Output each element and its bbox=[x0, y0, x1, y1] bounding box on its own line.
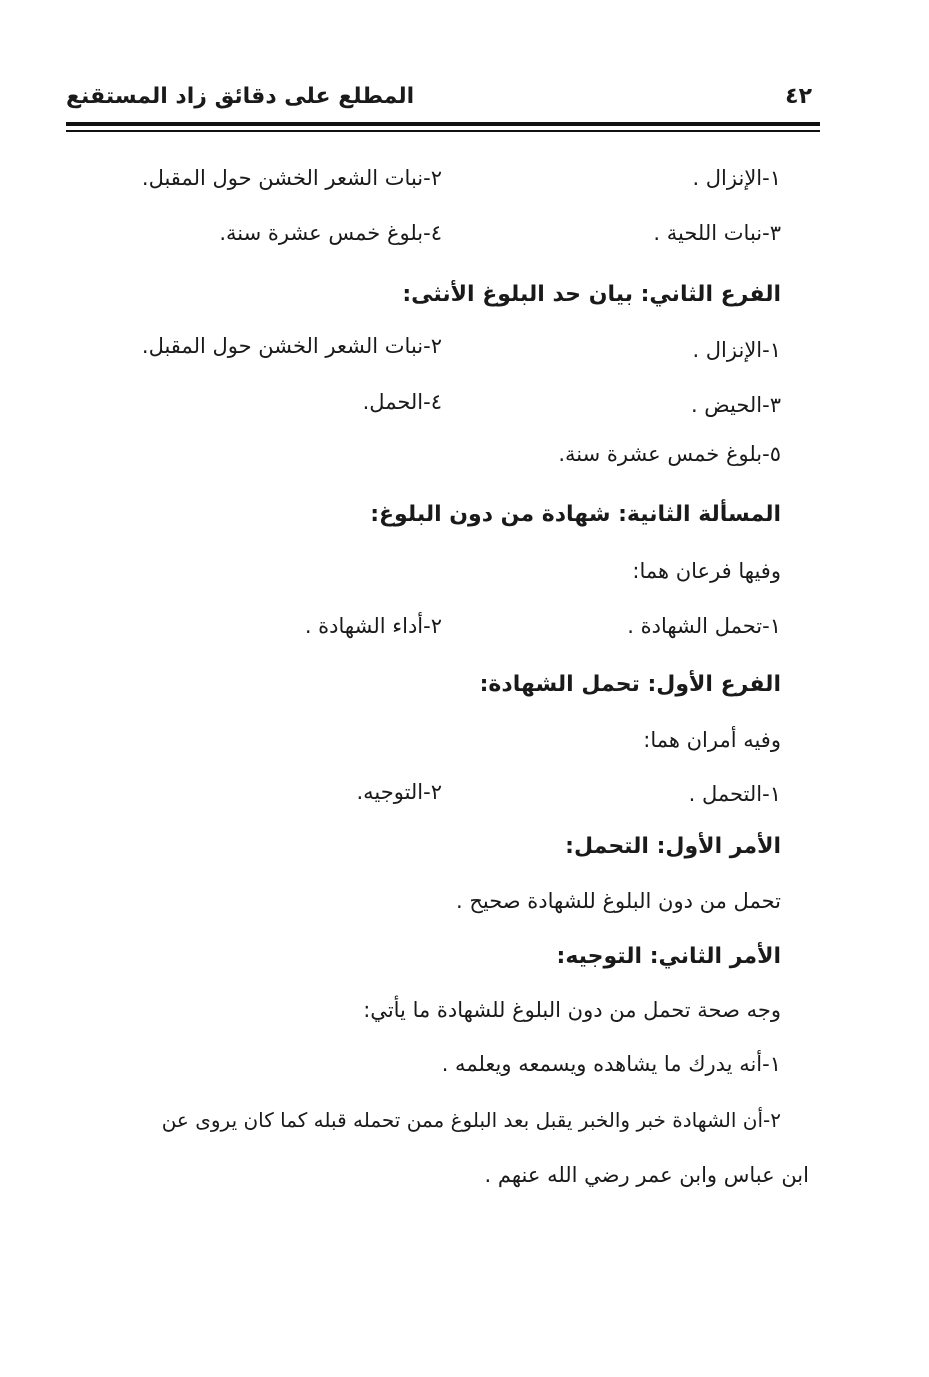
list-item: ١-تحمل الشهادة . bbox=[627, 614, 781, 638]
list-item: ٥-بلوغ خمس عشرة سنة. bbox=[558, 442, 781, 466]
list-item: ٢-أن الشهادة خبر والخبر يقبل بعد البلوغ ممن تحمله قبله كما كان يروى عن bbox=[161, 1108, 781, 1132]
page-number: ٤٢ bbox=[785, 84, 812, 109]
list-item: ٣-نبات اللحية . bbox=[653, 221, 781, 245]
header-rule-thin bbox=[66, 130, 820, 132]
list-item: ٢-نبات الشعر الخشن حول المقبل. bbox=[141, 166, 442, 190]
paragraph: وجه صحة تحمل من دون البلوغ للشهادة ما يأتي: bbox=[363, 998, 781, 1022]
page-header bbox=[66, 84, 820, 114]
list-item: ١-أنه يدرك ما يشاهده ويسمعه ويعلمه . bbox=[441, 1052, 781, 1076]
section-heading: المسألة الثانية: شهادة من دون البلوغ: bbox=[370, 502, 781, 527]
paragraph: وفيها فرعان هما: bbox=[632, 559, 781, 583]
header-rule-thick bbox=[66, 122, 820, 126]
list-item: ١-التحمل . bbox=[688, 782, 781, 806]
list-item: ٣-الحيض . bbox=[690, 393, 781, 417]
list-item: ٤-الحمل. bbox=[362, 390, 442, 414]
section-heading: الأمر الأول: التحمل: bbox=[565, 834, 781, 859]
list-item: ٢-التوجيه. bbox=[356, 780, 442, 804]
paragraph: وفيه أمران هما: bbox=[643, 728, 781, 752]
paragraph: ابن عباس وابن عمر رضي الله عنهم . bbox=[484, 1163, 809, 1187]
list-item: ٤-بلوغ خمس عشرة سنة. bbox=[219, 221, 442, 245]
section-heading: الأمر الثاني: التوجيه: bbox=[556, 944, 781, 969]
section-heading: الفرع الثاني: بيان حد البلوغ الأنثى: bbox=[402, 282, 781, 307]
list-item: ١-الإنزال . bbox=[692, 338, 781, 362]
list-item: ٢-أداء الشهادة . bbox=[304, 614, 442, 638]
paragraph: تحمل من دون البلوغ للشهادة صحيح . bbox=[455, 889, 781, 913]
section-heading: الفرع الأول: تحمل الشهادة: bbox=[479, 672, 781, 697]
list-item: ٢-نبات الشعر الخشن حول المقبل. bbox=[141, 334, 442, 358]
list-item: ١-الإنزال . bbox=[692, 166, 781, 190]
book-title: المطلع على دقائق زاد المستقنع bbox=[66, 84, 415, 109]
